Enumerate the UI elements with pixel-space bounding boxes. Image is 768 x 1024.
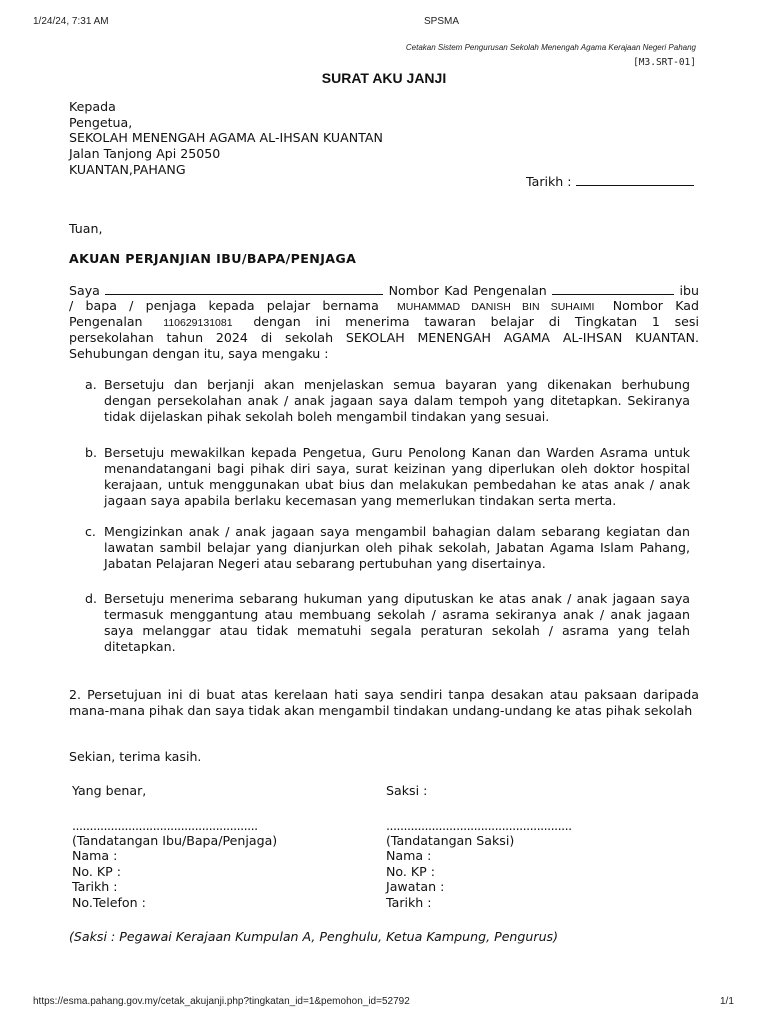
list-item-d bbox=[85, 591, 690, 655]
system-caption: Cetakan Sistem Pengurusan Sekolah Menengah Agama Kerajaan Negeri Pahang bbox=[405, 43, 696, 52]
closing-text: Sekian, terima kasih. bbox=[69, 749, 202, 764]
paragraph-2: 2. Persetujuan ini di buat atas kerelaan hati saya sendiri tanpa desakan atau paksaan daripada mana-mana pihak dan saya tidak akan mengambil tindakan undang-undang ke atas pihak sekolah bbox=[69, 687, 699, 718]
student-ic: 110629131081 bbox=[163, 317, 233, 329]
student-name: MUHAMMAD DANISH BIN SUHAIMI bbox=[397, 301, 595, 313]
declaration-line-2 bbox=[69, 298, 699, 315]
declaration-line-1 bbox=[69, 283, 699, 299]
witness-footnote: (Saksi : Pegawai Kerajaan Kumpulan A, Penghulu, Ketua Kampung, Pengurus) bbox=[69, 929, 559, 944]
salutation: Tuan, bbox=[69, 221, 103, 236]
print-page-number: 1/1 bbox=[720, 996, 734, 1007]
list-item-text: Bersetuju dan berjanji akan menjelaskan semua bayaran yang dikenakan berhubung dengan persekolahan anak / anak jagaan saya dalam tempoh yang ditetapkan. Sekiranya tidak dijelaskan pihak sekolah boleh mengambil tindakan yang sesuai. bbox=[104, 377, 690, 424]
list-item-b bbox=[85, 445, 690, 509]
declaration-saya: Saya bbox=[69, 283, 100, 298]
document-title: SURAT AKU JANJI bbox=[321, 70, 447, 86]
list-item-text: Bersetuju mewakilkan kepada Pengetua, Guru Penolong Kanan dan Warden Asrama untuk menandatangani bagi pihak diri saya, surat keizinan yang diperlukan oleh doktor hospital kerajaan, untuk menggunakan ubat bius dan melakukan pembedahan ke atas anak / anak jagaan saya apabila berlaku kecemasan yang memerlukan tindakan serta merta. bbox=[104, 445, 690, 508]
declaration-line-3-text: dengan ini menerima tawaran belajar di Tingkatan 1 sesi bbox=[253, 314, 699, 329]
date-label: Tarikh : bbox=[526, 174, 572, 189]
declaration-pengenalan: Pengenalan bbox=[69, 314, 143, 329]
declaration-line-5: Sehubungan dengan itu, saya mengaku : bbox=[69, 346, 329, 361]
list-item-text: Mengizinkan anak / anak jagaan saya mengambil bahagian dalam sebarang kegiatan dan lawatan sambil belajar yang dianjurkan oleh pihak sekolah, Jabatan Agama Islam Pahang, Jabatan Pelajaran Negeri atau sebarang pertubuhan yang disertainya. bbox=[104, 524, 690, 571]
list-marker: a. bbox=[85, 377, 97, 392]
address-line-1: Kepada bbox=[69, 99, 116, 114]
list-marker: b. bbox=[85, 445, 97, 460]
list-item-a bbox=[85, 377, 690, 425]
declaration-ibu: ibu bbox=[679, 283, 699, 298]
address-line-2: Pengetua, bbox=[69, 115, 133, 130]
signature-left-tarikh: Tarikh : bbox=[72, 879, 118, 894]
signature-left-nokp: No. KP : bbox=[72, 864, 122, 879]
list-item-c bbox=[85, 524, 690, 572]
address-line-4: Jalan Tanjong Api 25050 bbox=[69, 146, 221, 161]
signature-left-line: ..................................................... bbox=[72, 818, 258, 833]
parent-ic-blank bbox=[552, 284, 674, 295]
reference-code: [M3.SRT-01] bbox=[633, 57, 696, 68]
print-date: 1/24/24, 7:31 AM bbox=[33, 16, 109, 27]
date-field bbox=[526, 174, 694, 190]
list-marker: c. bbox=[85, 524, 96, 539]
address-line-5: KUANTAN,PAHANG bbox=[69, 162, 186, 177]
subject-heading: AKUAN PERJANJIAN IBU/BAPA/PENJAGA bbox=[69, 251, 357, 266]
signature-right-caption: (Tandatangan Saksi) bbox=[386, 833, 515, 848]
date-blank-line bbox=[576, 175, 694, 186]
declaration-nombor-kad: Nombor Kad bbox=[612, 298, 699, 313]
nokp-label: Nombor Kad Pengenalan bbox=[388, 283, 547, 298]
list-item-text: Bersetuju menerima sebarang hukuman yang diputuskan ke atas anak / anak jagaan saya termasuk menggantung atau membuang sekolah / asrama sekiranya anak / anak jagaan saya melanggar atau tidak mematuhi segala peraturan sekolah / asrama yang telah ditetapkan. bbox=[104, 591, 690, 654]
signature-left-heading: Yang benar, bbox=[72, 783, 147, 798]
declaration-line-3 bbox=[69, 314, 699, 331]
signature-left-nama: Nama : bbox=[72, 848, 118, 863]
signature-right-jawatan: Jawatan : bbox=[386, 879, 445, 894]
declaration-line-2-text: / bapa / penjaga kepada pelajar bernama bbox=[69, 298, 379, 313]
signature-right-line: ..................................................... bbox=[386, 818, 572, 833]
parent-name-blank bbox=[105, 284, 383, 295]
list-marker: d. bbox=[85, 591, 97, 606]
address-line-3: SEKOLAH MENENGAH AGAMA AL-IHSAN KUANTAN bbox=[69, 130, 383, 145]
print-url: https://esma.pahang.gov.my/cetak_akujanji.php?tingkatan_id=1&pemohon_id=52792 bbox=[33, 996, 410, 1007]
signature-right-nokp: No. KP : bbox=[386, 864, 436, 879]
signature-left-telefon: No.Telefon : bbox=[72, 895, 146, 910]
signature-right-heading: Saksi : bbox=[386, 783, 428, 798]
signature-right-nama: Nama : bbox=[386, 848, 432, 863]
signature-right-tarikh: Tarikh : bbox=[386, 895, 432, 910]
signature-left-caption: (Tandatangan Ibu/Bapa/Penjaga) bbox=[72, 833, 278, 848]
declaration-line-4: persekolahan tahun 2024 di sekolah SEKOLAH MENENGAH AGAMA AL-IHSAN KUANTAN. bbox=[69, 330, 699, 345]
print-title: SPSMA bbox=[424, 16, 460, 27]
